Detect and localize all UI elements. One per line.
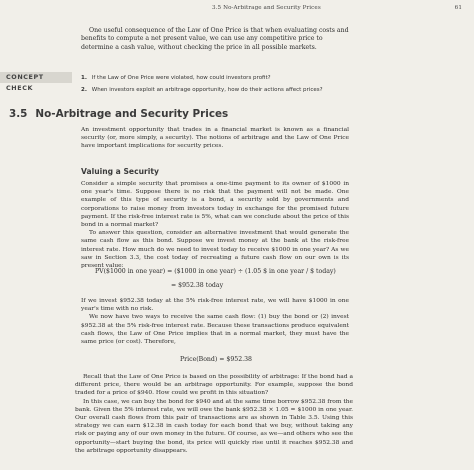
page-number: 61 <box>454 5 462 11</box>
body-column-upper <box>81 180 349 270</box>
section-heading <box>9 108 228 120</box>
body-column-middle <box>81 297 349 346</box>
concept-check-item <box>81 72 323 84</box>
section-number: 3.5 <box>9 108 28 120</box>
equation-present-value: PV($1000 in one year) = ($1000 in one year) ÷ (1.05 $ in one year / $ today) <box>95 268 336 275</box>
intro-paragraph: One useful consequence of the Law of One Price is that when evaluating costs and benefits to compute a net present value, we can use any competitive price to determine a cash value, without checking the price in all possible markets. <box>81 27 349 51</box>
paragraph-recall-arbitrage: Recall that the Law of One Price is based on the possibility of arbitrage: If the bond had a different price, there would be an arbitrage opportunity. For example, suppose the bond traded for a price of $940. How could we profit in this situation? <box>75 374 353 397</box>
paragraph-arbitrage-example: In this case, we can buy the bond for $940 and at the same time borrow $952.38 from the bank. Given the 5% interest rate, we will owe the bank $952.38 × 1.05 = $1000 in one year. Our overall cash flows from this pair of transactions are as shown in Table 3.5. Using this strategy we can earn $12.38 in cash today for each bond that we buy, without taking any risk or paying any of our own money in the future. Of course, as we—and others who see the opportunity—start buying the bond, its price will quickly rise until it reaches $952.38 and the arbitrage opportunity disappears. <box>75 398 353 454</box>
body-column-lower <box>75 373 353 455</box>
paragraph-invest-result: If we invest $952.38 today at the 5% risk-free interest rate, we will have $1000 in one year's time with no risk. <box>81 298 349 313</box>
concept-check-number: 2. <box>81 87 87 93</box>
concept-check-label: CONCEPT CHECK <box>0 72 72 83</box>
subsection-heading: Valuing a Security <box>81 167 159 176</box>
concept-check-number: 1. <box>81 75 87 81</box>
running-head <box>212 5 462 11</box>
section-intro: An investment opportunity that trades in a financial market is known as a financial security (or, more simply, a security). The notions of arbitrage and the Law of One Price have important implications for security prices. <box>81 127 349 150</box>
concept-check-list <box>81 72 323 96</box>
running-head-title: 3.5 No-Arbitrage and Security Prices <box>212 5 321 11</box>
paragraph-valuing-security: Consider a simple security that promises a one-time payment to its owner of $1000 in one year's time. Suppose there is no risk that the payment will not be made. One example of this type of security is a bond, a security sold by governments and corporations to raise money from investors today in exchange for the promised future payment. If the risk-free interest rate is 5%, what can we conclude about the price of this bond in a normal market? <box>81 181 349 229</box>
concept-check-item <box>81 84 323 96</box>
paragraph-alternative-investment: To answer this question, consider an alternative investment that would generate the same cash flow as this bond. Suppose we invest money at the bank at the risk-free interest rate. How much do we need to invest today to receive $1000 in one year? As we saw in Section 3.3, the cost today of recreating a future cash flow on our own is its present value: <box>81 230 349 270</box>
concept-check-question: If the Law of One Price were violated, how could investors profit? <box>91 75 271 81</box>
paragraph-two-ways: We now have two ways to receive the same cash flow: (1) buy the bond or (2) invest $952.38 at the 5% risk-free interest rate. Because these transactions produce equivalent cash flows, the Law of One Price implies that in a normal market, they must have the same price (or cost). Therefore, <box>81 314 349 346</box>
section-intro-block <box>81 126 349 151</box>
equation-bond-price: Price(Bond) = $952.38 <box>180 356 252 363</box>
concept-check-question: When investors exploit an arbitrage opportunity, how do their actions affect prices? <box>91 87 323 93</box>
section-title: No-Arbitrage and Security Prices <box>35 108 229 120</box>
equation-present-value-result: = $952.38 today <box>171 282 224 289</box>
